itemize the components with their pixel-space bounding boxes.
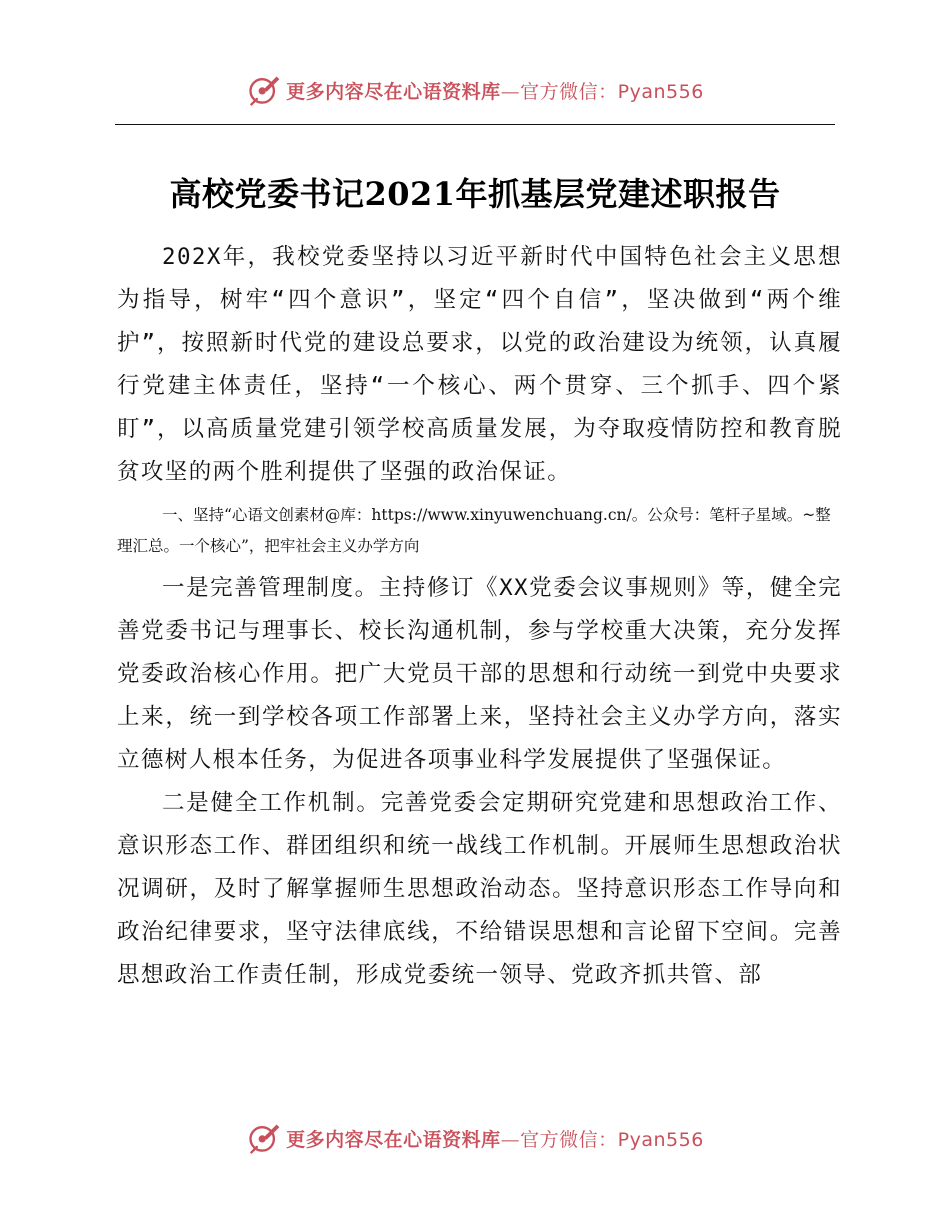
document-title: 高校党委书记2021年抓基层党建述职报告 — [169, 175, 781, 213]
pen-nib-logo-icon — [246, 1120, 282, 1156]
footer-banner — [0, 1118, 950, 1158]
footer-banner-main: 更多内容尽在心语资料库 — [286, 1128, 501, 1151]
document-body — [117, 236, 842, 997]
footer-banner-text — [286, 1125, 704, 1152]
header-divider — [115, 124, 835, 125]
header-banner-sep: — — [500, 80, 521, 103]
header-banner-main: 更多内容尽在心语资料库 — [286, 80, 501, 103]
header-banner-wechat: 官方微信：Pyan556 — [520, 80, 704, 103]
section-heading-1: 一、坚持“心语文创素材@库：https://www.xinyuwenchuang.cn/。公众号：笔杆子星域。~整理汇总。一个核心”，把牢社会主义办学方向 — [117, 506, 831, 555]
header-banner — [0, 70, 950, 110]
footer-banner-sep: — — [500, 1128, 521, 1151]
footer-banner-wechat: 官方微信：Pyan556 — [520, 1128, 704, 1151]
paragraph-work-mechanism: 二是健全工作机制。完善党委会定期研究党建和思想政治工作、意识形态工作、群团组织和统一战线工作机制。开展师生思想政治状况调研，及时了解掌握师生思想政治动态。坚持意识形态工作导向和政治纪律要求，坚守法律底线，不给错误思想和言论留下空间。完善思想政治工作责任制，形成党委统一领导、党政齐抓共管、部 — [117, 790, 842, 988]
paragraph-management-system: 一是完善管理制度。主持修订《XX党委会议事规则》等，健全完善党委书记与理事长、校长沟通机制，参与学校重大决策，充分发挥党委政治核心作用。把广大党员干部的思想和行动统一到党中央要求上来，统一到学校各项工作部署上来，坚持社会主义办学方向，落实立德树人根本任务，为促进各项事业科学发展提供了坚强保证。 — [117, 575, 842, 773]
paragraph-intro: 202X年，我校党委坚持以习近平新时代中国特色社会主义思想为指导，树牢“四个意识”，坚定“四个自信”，坚决做到“两个维护”，按照新时代党的建设总要求，以党的政治建设为统领，认真履行党建主体责任，坚持“一个核心、两个贯穿、三个抓手、四个紧盯”，以高质量党建引领学校高质量发展，为夺取疫情防控和教育脱贫攻坚的两个胜利提供了坚强的政治保证。 — [117, 244, 842, 485]
pen-nib-logo-icon — [246, 72, 282, 108]
header-banner-text — [286, 77, 704, 104]
